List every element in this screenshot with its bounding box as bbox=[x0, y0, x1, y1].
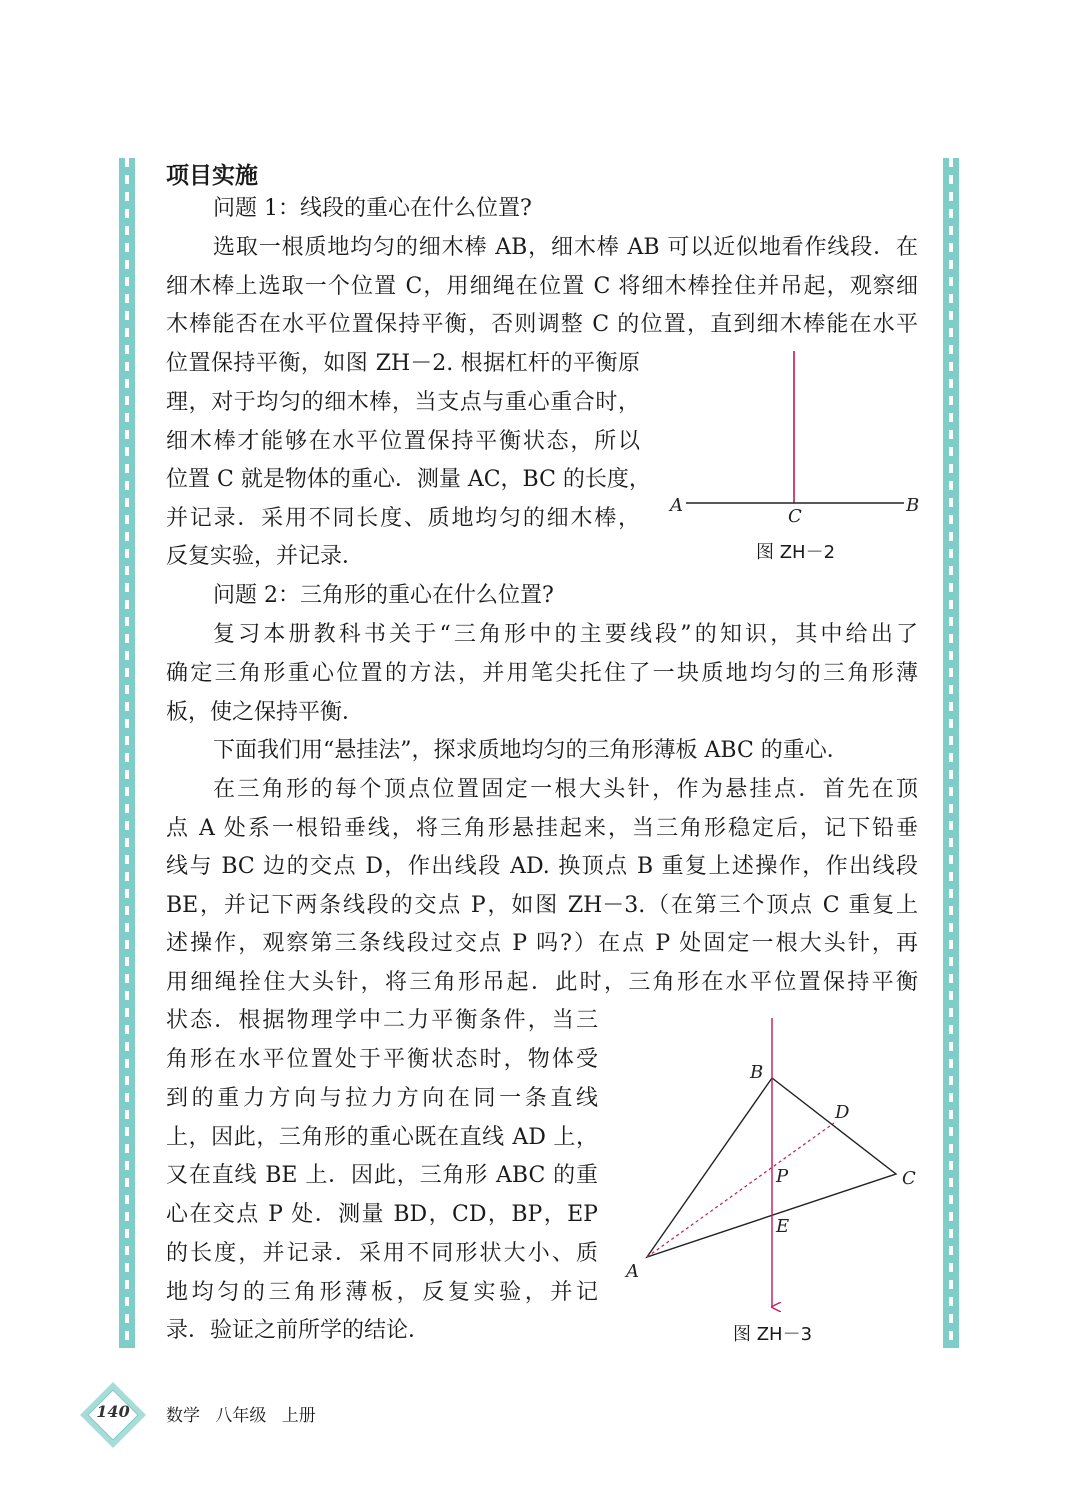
text-line: 到的重力方向与拉力方向在同一条直线 bbox=[166, 1086, 598, 1111]
text-line: 并记录．采用不同长度、质地均匀的细木棒， bbox=[166, 506, 640, 531]
text-line: 问题 1：线段的重心在什么位置? bbox=[213, 196, 532, 221]
text-line: 复习本册教科书关于“三角形中的主要线段”的知识，其中给出了 bbox=[213, 622, 918, 647]
label-e: E bbox=[776, 1216, 790, 1237]
text-line: 位置 C 就是物体的重心．测量 AC，BC 的长度， bbox=[166, 467, 651, 492]
text-line: 理，对于均匀的细木棒，当支点与重心重合时， bbox=[166, 390, 640, 415]
text-line: 板，使之保持平衡． bbox=[166, 700, 365, 725]
figure-caption: 图 ZH－2 bbox=[756, 542, 836, 563]
text-line: 选取一根质地均匀的细木棒 AB，细木棒 AB 可以近似地看作线段．在 bbox=[213, 235, 918, 260]
text-line: 用细绳拴住大头针，将三角形吊起．此时，三角形在水平位置保持平衡 bbox=[166, 970, 918, 995]
text-line: BE，并记下两条线段的交点 P，如图 ZH－3.（在第三个顶点 C 重复上 bbox=[166, 893, 918, 918]
median-ad bbox=[647, 1123, 834, 1257]
text-line: 述操作，观察第三条线段过交点 P 吗?）在点 P 处固定一根大头针，再 bbox=[166, 931, 918, 956]
text-line: 在三角形的每个顶点位置固定一根大头针，作为悬挂点．首先在顶 bbox=[213, 777, 918, 802]
label-b: B bbox=[906, 495, 920, 516]
label-a: A bbox=[626, 1261, 639, 1282]
right-decorative-border bbox=[943, 158, 959, 1348]
label-b: B bbox=[750, 1062, 764, 1083]
text-line: 确定三角形重心位置的方法，并用笔尖托住了一块质地均匀的三角形薄 bbox=[166, 661, 918, 686]
book-title: 数学 八年级 上册 bbox=[166, 1406, 316, 1426]
text-line: 问题 2：三角形的重心在什么位置? bbox=[213, 583, 554, 608]
text-line: 录．验证之前所学的结论． bbox=[166, 1318, 431, 1343]
left-decorative-border bbox=[119, 158, 135, 1348]
text-line: 又在直线 BE 上．因此，三角形 ABC 的重 bbox=[166, 1163, 598, 1188]
figure-zh-3 bbox=[620, 1010, 930, 1315]
text-line: 的长度，并记录．采用不同形状大小、质 bbox=[166, 1241, 598, 1266]
page-number: 140 bbox=[96, 1402, 130, 1421]
text-line: 点 A 处系一根铅垂线，将三角形悬挂起来，当三角形稳定后，记下铅垂 bbox=[166, 816, 918, 841]
text-line: 细木棒才能够在水平位置保持平衡状态，所以 bbox=[166, 429, 640, 454]
text-line: 位置保持平衡，如图 ZH－2. 根据杠杆的平衡原 bbox=[166, 351, 640, 376]
text-line: 角形在水平位置处于平衡状态时，物体受 bbox=[166, 1047, 598, 1072]
figure-zh-2 bbox=[660, 345, 930, 535]
text-line: 反复实验，并记录． bbox=[166, 544, 365, 569]
text-line: 下面我们用“悬挂法”，探求质地均匀的三角形薄板 ABC 的重心． bbox=[213, 738, 849, 763]
text-line: 细木棒上选取一个位置 C，用细绳在位置 C 将细木棒拴住并吊起，观察细 bbox=[166, 274, 918, 299]
text-line: 地均匀的三角形薄板，反复实验，并记 bbox=[166, 1280, 598, 1305]
label-c: C bbox=[902, 1168, 916, 1189]
section-heading: 项目实施 bbox=[166, 163, 258, 189]
text-line: 心在交点 P 处．测量 BD，CD，BP，EP bbox=[166, 1202, 598, 1227]
text-line: 上，因此，三角形的重心既在直线 AD 上， bbox=[166, 1125, 598, 1150]
label-a: A bbox=[670, 495, 683, 516]
figure-caption: 图 ZH－3 bbox=[733, 1324, 813, 1345]
label-d: D bbox=[835, 1102, 850, 1123]
label-c: C bbox=[788, 506, 802, 527]
label-p: P bbox=[776, 1166, 789, 1187]
text-line: 线与 BC 边的交点 D，作出线段 AD. 换顶点 B 重复上述操作，作出线段 bbox=[166, 854, 918, 879]
text-line: 木棒能否在水平位置保持平衡，否则调整 C 的位置，直到细木棒能在水平 bbox=[166, 312, 918, 337]
text-line: 状态．根据物理学中二力平衡条件，当三 bbox=[166, 1008, 598, 1033]
